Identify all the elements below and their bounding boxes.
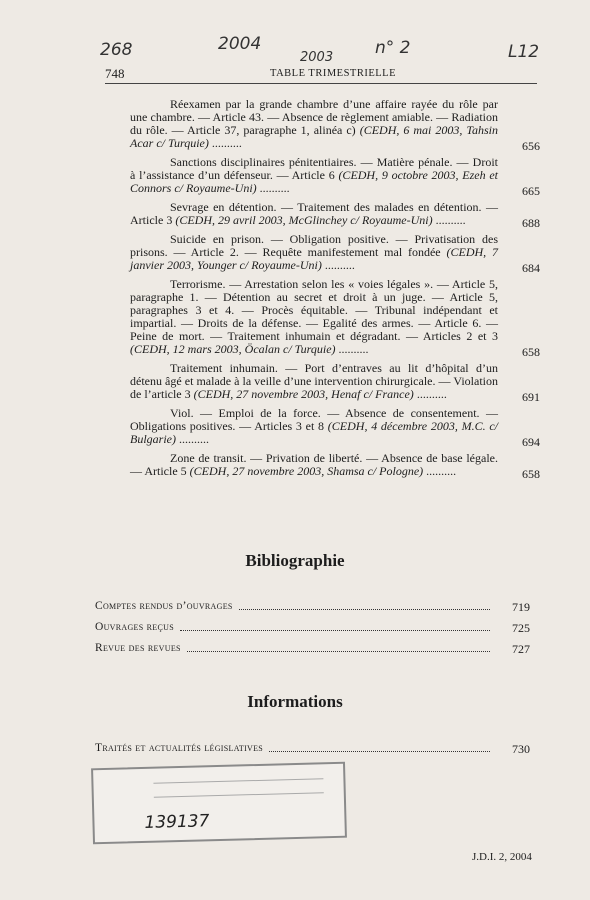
library-stamp [91, 762, 347, 845]
entry-topic: Suicide en prison. — Obligation positive. — Privatisation des prisons. — Article 2. — Requête manifestement mal fondée [130, 232, 498, 259]
entry-text [130, 407, 498, 446]
handwritten-note-issue: n° 2 [375, 38, 411, 58]
entry-case-reference: (CEDH, 27 novembre 2003, Henaf c/ France) [193, 387, 414, 401]
handwritten-note-year-2: 2003 [300, 50, 334, 65]
entry-page-number: 658 [522, 467, 540, 481]
index-entry [130, 451, 540, 481]
index-entry [130, 406, 540, 449]
toc-label: Traités et actualités législatives [95, 742, 264, 754]
index-entries [130, 98, 540, 484]
entry-page-number: 691 [522, 390, 540, 404]
entry-case-reference: (CEDH, 27 novembre 2003, Shamsa c/ Pologne) [189, 464, 424, 478]
informations-heading: Informations [247, 692, 343, 711]
entry-text [130, 362, 498, 401]
leader-dots: .......... [321, 258, 355, 272]
entry-text [130, 98, 498, 150]
entry-topic: Sevrage en détention. — Traitement des malades en détention. — Article 3 [130, 200, 498, 227]
informations-list [95, 742, 530, 762]
entry-case-reference: (CEDH, 9 octobre 2003, Ezeh et Connors c/ Royaume-Uni) [130, 168, 498, 195]
toc-label: Revue des revues [95, 642, 181, 654]
toc-label: Comptes rendus d’ouvrages [95, 600, 233, 612]
header-rule [105, 83, 537, 84]
entry-topic: Sanctions disciplinaires pénitentiaires. — Matière pénale. — Droit à l’assistance d’un défenseur. — Article 6 [130, 155, 498, 182]
entry-topic: Zone de transit. — Privation de liberté. — Absence de base légale. — Article 5 [130, 451, 498, 478]
entry-case-reference: (CEDH, 6 mai 2003, Tahsin Acar c/ Turquie) [130, 123, 498, 150]
leader-dots: .......... [423, 464, 457, 478]
entry-page-number: 656 [522, 139, 540, 153]
leader-dots: .......... [432, 213, 466, 227]
entry-case-reference: (CEDH, 7 janvier 2003, Younger c/ Royaume-Uni) [130, 245, 498, 272]
toc-row [95, 621, 530, 635]
leader-dots: .......... [208, 136, 242, 150]
leader-dots [239, 609, 490, 610]
entry-page-number: 665 [522, 184, 540, 198]
entry-case-reference: (CEDH, 29 avril 2003, McGlinchey c/ Royaume-Uni) [175, 213, 433, 227]
entry-page-number: 688 [522, 216, 540, 230]
entry-text [130, 156, 498, 195]
entry-topic: Réexamen par la grande chambre d’une affaire rayée du rôle par une chambre. — Article 43. — Absence de règlement amiable. — Radiation du rôle. — Article 37, paragraphe 1, alinéa c) [130, 97, 498, 137]
page-number: 748 [105, 66, 125, 81]
leader-dots [187, 651, 490, 652]
leader-dots: .......... [335, 342, 369, 356]
page-header [105, 66, 535, 84]
entry-text [130, 233, 498, 272]
leader-dots: .......... [176, 432, 209, 446]
index-entry [130, 155, 540, 198]
entry-topic: Terrorisme. — Arrestation selon les « voies légales ». — Article 5, paragraphe 1. — Détention au secret et droit à un juge. — Article 5, paragraphes 3 et 4. — Procès équitable. — Tribunal indépendant et impartial. — Droits de la défense. — Egalité des armes. — Article 6. — Peine de mort. — Traitement inhumain et dégradant. — Articles 2 et 3 [130, 277, 498, 343]
toc-page-number: 719 [512, 600, 530, 614]
entry-page-number: 684 [522, 261, 540, 275]
toc-page-number: 727 [512, 642, 530, 656]
leader-dots [180, 630, 490, 631]
index-entry [130, 97, 540, 153]
running-title: TABLE TRIMESTRIELLE [270, 68, 396, 79]
index-entry [130, 361, 540, 404]
entry-page-number: 694 [522, 435, 540, 449]
entry-topic: Traitement inhumain. — Port d’entraves au lit d’hôpital d’un détenu âgé et malade à la veille d’une intervention chirurgicale. — Violation de l’article 3 [130, 361, 498, 401]
leader-dots: .......... [413, 387, 447, 401]
toc-page-number: 725 [512, 621, 530, 635]
leader-dots: .......... [256, 181, 290, 195]
bibliographie-heading: Bibliographie [245, 551, 345, 570]
handwritten-note-left: 268 [100, 40, 133, 60]
toc-label: Ouvrages reçus [95, 621, 174, 633]
entry-topic: Viol. — Emploi de la force. — Absence de consentement. — Obligations positives. — Articles 3 et 8 [130, 406, 498, 433]
toc-page-number: 730 [512, 742, 530, 756]
handwritten-note-right: L12 [508, 42, 540, 62]
entry-page-number: 658 [522, 345, 540, 359]
index-entry [130, 277, 540, 359]
entry-text [130, 201, 498, 227]
entry-case-reference: (CEDH, 12 mars 2003, Öcalan c/ Turquie) [130, 342, 336, 356]
bibliographie-list [95, 600, 530, 660]
stamp-number: 139137 [144, 811, 210, 833]
leader-dots [269, 751, 490, 752]
index-entry [130, 232, 540, 275]
toc-row [95, 600, 530, 614]
toc-row [95, 742, 530, 756]
entry-text [130, 278, 498, 356]
index-entry [130, 200, 540, 230]
entry-case-reference: (CEDH, 4 décembre 2003, M.C. c/ Bulgarie) [130, 419, 498, 446]
handwritten-note-year: 2004 [218, 34, 262, 54]
toc-row [95, 642, 530, 656]
journal-footer: J.D.I. 2, 2004 [472, 851, 532, 863]
entry-text [130, 452, 498, 478]
